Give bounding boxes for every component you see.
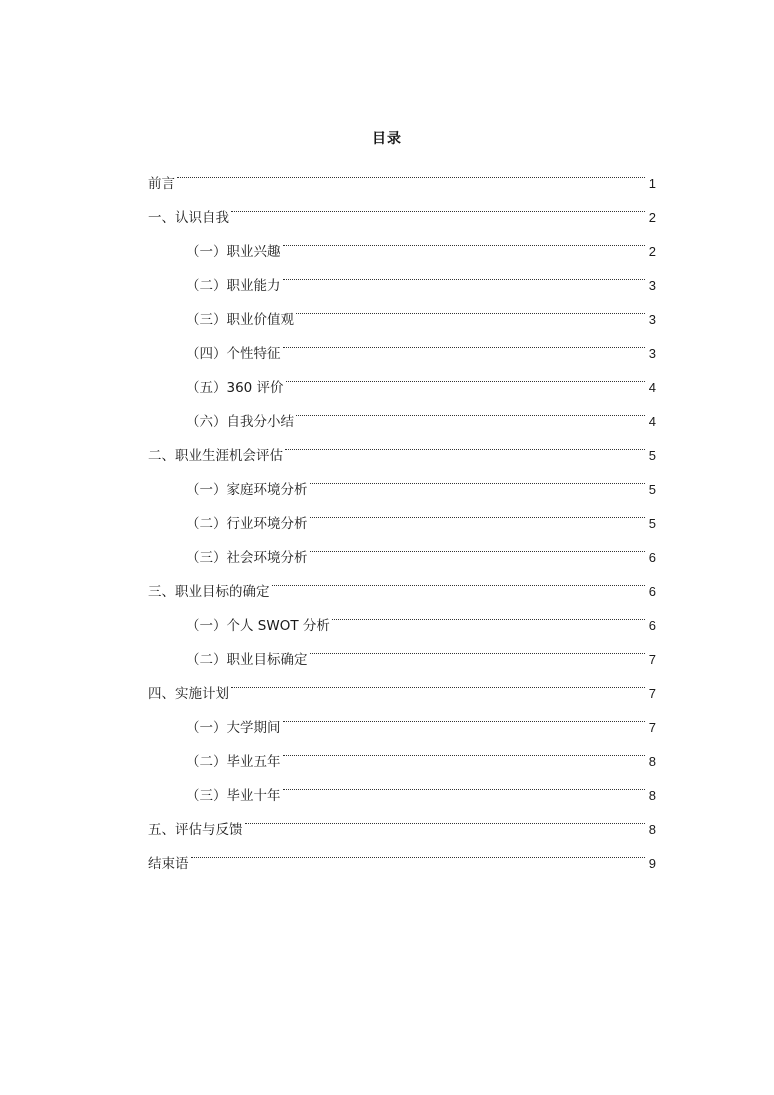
dot-leader	[310, 528, 646, 562]
toc-entry-page: 8	[648, 822, 656, 837]
toc-entry-label: 一、认识自我	[148, 210, 229, 226]
toc-entry-label: 五、评估与反馈	[148, 822, 243, 838]
toc-entry-label: （三）职业价值观	[186, 312, 294, 328]
dot-leader	[272, 562, 646, 596]
dot-leader	[231, 664, 645, 698]
toc-entry-page: 8	[648, 788, 656, 803]
toc-entry-page: 6	[648, 618, 656, 633]
dot-leader	[310, 460, 646, 494]
dot-leader	[285, 426, 645, 460]
toc-entry-page: 8	[648, 754, 656, 769]
toc-entry-page: 3	[648, 312, 656, 327]
toc-entry-label: （二）毕业五年	[186, 754, 281, 770]
dot-leader	[245, 800, 646, 834]
toc-entry-page: 3	[648, 346, 656, 361]
table-of-contents	[148, 154, 656, 872]
toc-entry-label: （一）家庭环境分析	[186, 482, 308, 498]
toc-entry-preface[interactable]	[148, 154, 656, 192]
dot-leader	[283, 324, 646, 358]
dot-leader	[283, 766, 646, 800]
toc-entry-page: 1	[648, 176, 656, 191]
dot-leader	[286, 358, 645, 392]
toc-entry-page: 5	[648, 482, 656, 497]
toc-entry-page: 6	[648, 550, 656, 565]
dot-leader	[191, 834, 646, 868]
toc-entry-label: 三、职业目标的确定	[148, 584, 270, 600]
toc-entry-page: 7	[648, 686, 656, 701]
dot-leader	[310, 494, 646, 528]
toc-entry-conclusion[interactable]	[148, 834, 656, 872]
toc-entry-page: 3	[648, 278, 656, 293]
toc-entry-label: （三）毕业十年	[186, 788, 281, 804]
toc-entry-page: 5	[648, 516, 656, 531]
toc-entry-page: 6	[648, 584, 656, 599]
dot-leader	[310, 630, 646, 664]
toc-entry-page: 4	[648, 414, 656, 429]
dot-leader	[283, 698, 646, 732]
dot-leader	[283, 222, 646, 256]
toc-entry-page: 7	[648, 720, 656, 735]
dot-leader	[231, 188, 645, 222]
dot-leader	[177, 154, 645, 188]
toc-entry-page: 2	[648, 210, 656, 225]
toc-entry-page: 5	[648, 448, 656, 463]
toc-entry-page: 9	[648, 856, 656, 871]
toc-entry-page: 2	[648, 244, 656, 259]
toc-entry-label: （六）自我分小结	[186, 414, 294, 430]
toc-entry-label: （二）行业环境分析	[186, 516, 308, 532]
toc-entry-page: 4	[648, 380, 656, 395]
toc-entry-label: （四）个性特征	[186, 346, 281, 362]
dot-leader	[296, 290, 645, 324]
toc-entry-label: 前言	[148, 176, 175, 192]
toc-entry-label: 二、职业生涯机会评估	[148, 448, 283, 464]
toc-entry-label: 四、实施计划	[148, 686, 229, 702]
toc-entry-label: （三）社会环境分析	[186, 550, 308, 566]
toc-entry-label: （一）大学期间	[186, 720, 281, 736]
dot-leader	[332, 596, 645, 630]
dot-leader	[283, 732, 646, 766]
toc-entry-page: 7	[648, 652, 656, 667]
toc-entry-label: （一）职业兴趣	[186, 244, 281, 260]
toc-entry-label: （二）职业目标确定	[186, 652, 308, 668]
dot-leader	[296, 392, 645, 426]
toc-entry-self-knowledge[interactable]	[148, 188, 656, 226]
dot-leader	[283, 256, 646, 290]
toc-entry-label: （五）360 评价	[186, 380, 284, 396]
toc-entry-label: 结束语	[148, 856, 189, 872]
toc-entry-label: （一）个人 SWOT 分析	[186, 618, 330, 634]
toc-title: 目录	[372, 131, 402, 147]
toc-entry-label: （二）职业能力	[186, 278, 281, 294]
